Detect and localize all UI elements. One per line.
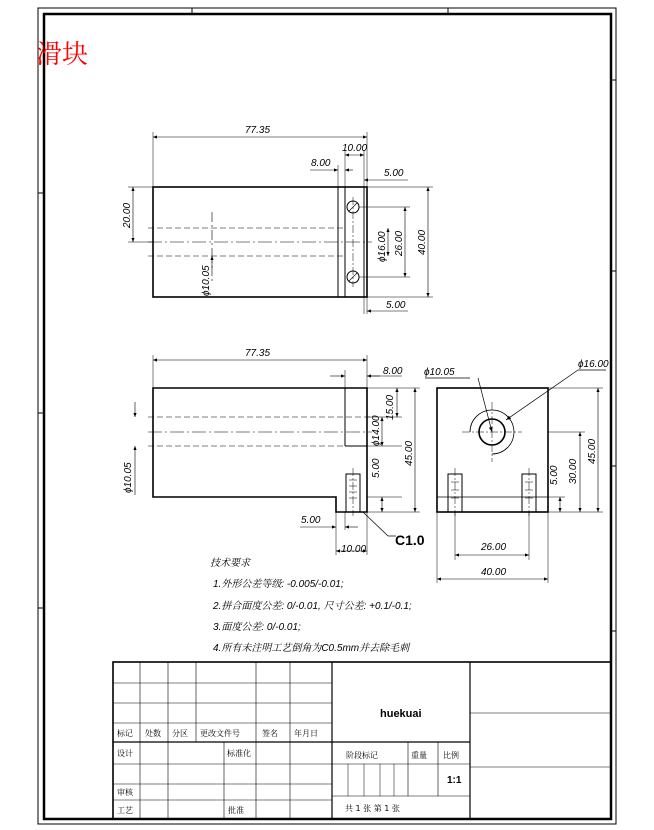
side-dim-30-label: 30.00 xyxy=(568,458,579,484)
side-dim-1005-label: ϕ10.05 xyxy=(424,367,455,378)
tb-approve: 批准 xyxy=(228,806,244,815)
top-dim-20-label: 20.00 xyxy=(122,202,133,228)
top-dim-10-label: 10.00 xyxy=(342,143,368,154)
technical-requirements xyxy=(210,557,412,654)
title-block-text xyxy=(117,708,462,815)
tb-scale-label: 比例 xyxy=(443,751,459,760)
front-dim-15-label: 15.00 xyxy=(385,394,396,420)
tb-weight: 重量 xyxy=(411,751,427,760)
front-view-outline xyxy=(153,388,367,512)
tech-req-item-4: 4.所有未注明工艺倒角为C0.5mm并去除毛刺 xyxy=(213,643,410,654)
side-view-dims xyxy=(424,359,609,578)
top-dim-1005-label: ϕ10.05 xyxy=(201,265,212,296)
tb-design: 设计 xyxy=(117,749,133,758)
side-dim-40-label: 40.00 xyxy=(481,567,507,578)
tech-req-item-2: 2.拼合面度公差: 0/-0.01, 尺寸公差: +0.1/-0.1; xyxy=(213,601,412,612)
front-view-dims xyxy=(123,348,425,555)
tb-review: 审核 xyxy=(117,788,133,797)
top-dim-8-label: 8.00 xyxy=(311,158,331,169)
front-dim-step5-label: 5.00 xyxy=(301,515,321,526)
tech-req-heading: 技术要求 xyxy=(210,558,250,569)
front-dim-77-label: 77.35 xyxy=(245,348,271,359)
tb-header-date: 年月日 xyxy=(294,729,318,738)
front-view xyxy=(135,355,420,555)
tb-company: huekuai xyxy=(380,708,422,720)
top-dim-16-label: ϕ16.00 xyxy=(377,231,388,262)
side-dim-16-label: ϕ16.00 xyxy=(578,359,609,370)
front-dim-step10-label: 10.00 xyxy=(341,544,367,555)
tb-standard: 标准化 xyxy=(227,749,251,758)
tb-header-doc: 更改文件号 xyxy=(200,729,240,738)
front-chamfer-label: C1.0 xyxy=(395,532,425,548)
front-dim-45-label: 45.00 xyxy=(404,440,415,466)
front-dim-5-label: 5.00 xyxy=(371,458,382,478)
tb-header-sign: 签名 xyxy=(262,729,278,738)
tb-stage-mark: 阶段标记 xyxy=(346,751,378,760)
title-block xyxy=(113,662,611,819)
border-ticks xyxy=(38,8,616,631)
top-dim-77-label: 77.35 xyxy=(245,125,271,136)
inner-border xyxy=(44,14,611,819)
front-dim-1005-label: ϕ10.05 xyxy=(123,462,134,493)
tech-req-item-1: 1.外形公差等级: -0.005/-0.01; xyxy=(213,579,344,590)
top-dim-40-label: 40.00 xyxy=(417,229,428,255)
side-view-outline xyxy=(437,388,548,512)
top-view-dims xyxy=(122,125,428,311)
tb-header-zone: 分区 xyxy=(172,729,188,738)
tech-req-item-3: 3.面度公差: 0/-0.01; xyxy=(213,622,301,633)
tb-sheets: 共 1 张 第 1 张 xyxy=(345,804,400,813)
top-dim-5-bottom-label: 5.00 xyxy=(386,300,406,311)
top-dim-5-top-label: 5.00 xyxy=(384,168,404,179)
top-view xyxy=(128,132,433,314)
tb-header-mark: 标记 xyxy=(117,729,133,738)
outer-border xyxy=(38,8,616,824)
part-title: 滑块 xyxy=(36,40,89,70)
tb-scale-value: 1:1 xyxy=(447,775,462,786)
side-dim-45-label: 45.00 xyxy=(587,438,598,464)
front-dim-8-label: 8.00 xyxy=(383,366,403,377)
front-dim-14-label: ϕ14.00 xyxy=(371,415,382,446)
side-dim-26-label: 26.00 xyxy=(481,542,507,553)
side-dim-5-label: 5.00 xyxy=(549,465,560,485)
top-dim-26-label: 26.00 xyxy=(394,230,405,256)
tb-process: 工艺 xyxy=(117,806,133,815)
tb-header-count: 处数 xyxy=(145,729,161,738)
